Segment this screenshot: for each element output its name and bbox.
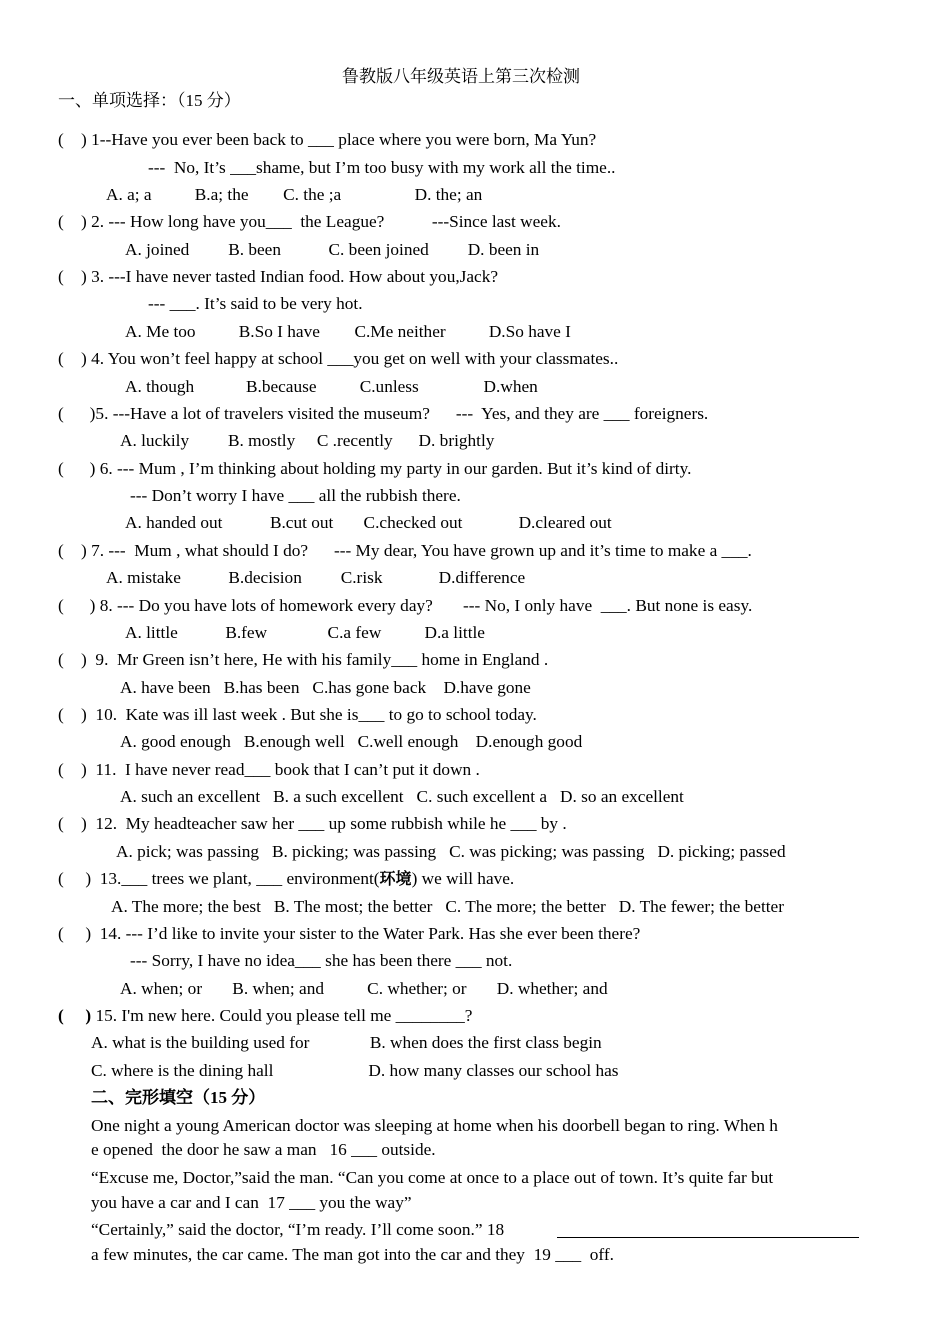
- cloze-line-3: “Excuse me, Doctor,”said the man. “Can you come at once to a place out of town. It’s quite far but: [91, 1168, 774, 1187]
- cloze-line-6: a few minutes, the car came. The man got into the car and they 19 ___ off.: [91, 1245, 614, 1264]
- answer-blank-line: [557, 1237, 859, 1238]
- cloze-line-5: “Certainly,” said the doctor, “I’m ready. I’ll come soon.” 18: [91, 1220, 505, 1239]
- question-11: ( ) 11. I have never read___ book that I can’t put it down .: [58, 760, 480, 779]
- question-8-options: A. little B.few C.a few D.a little: [125, 623, 485, 642]
- question-2-options: A. joined B. been C. been joined D. been in: [125, 240, 540, 259]
- section-1-heading: 一、单项选择：（15 分）: [58, 91, 241, 110]
- question-12: ( ) 12. My headteacher saw her ___ up some rubbish while he ___ by .: [58, 814, 567, 833]
- question-14-options: A. when; or B. when; and C. whether; or D. whether; and: [120, 979, 608, 998]
- question-13-chinese: 环境: [379, 869, 412, 888]
- question-1-options: A. a; a B.a; the C. the ;a D. the; an: [106, 185, 483, 204]
- question-3-options: A. Me too B.So I have C.Me neither D.So have I: [125, 322, 571, 341]
- question-13-text-end: ) we will have.: [411, 869, 515, 888]
- question-15-text: 15. I'm new here. Could you please tell me ________?: [91, 1006, 473, 1025]
- question-15-options-cd: C. where is the dining hall D. how many classes our school has: [91, 1061, 619, 1080]
- question-13: [58, 868, 514, 890]
- question-14: ( ) 14. --- I’d like to invite your sister to the Water Park. Has she ever been there?: [58, 924, 641, 943]
- question-1: ( ) 1--Have you ever been back to ___ place where you were born, Ma Yun?: [58, 130, 597, 149]
- question-12-options: A. pick; was passing B. picking; was passing C. was picking; was passing D. picking; passed: [116, 842, 786, 861]
- question-15-bracket: ( ): [58, 1006, 92, 1025]
- section-2-heading: 二、完形填空（15 分）: [91, 1088, 266, 1107]
- question-4: ( ) 4. You won’t feel happy at school ___you get on well with your classmates..: [58, 349, 619, 368]
- question-10: ( ) 10. Kate was ill last week . But she is___ to go to school today.: [58, 705, 537, 724]
- page-title: 鲁教版八年级英语上第三次检测: [342, 67, 580, 86]
- question-5-options: A. luckily B. mostly C .recently D. brightly: [120, 431, 495, 450]
- question-13-options: A. The more; the best B. The most; the better C. The more; the better D. The fewer; the better: [111, 897, 784, 916]
- question-11-options: A. such an excellent B. a such excellent C. such excellent a D. so an excellent: [120, 787, 684, 806]
- question-9: ( ) 9. Mr Green isn’t here, He with his family___ home in England .: [58, 650, 549, 669]
- question-3-response: --- ___. It’s said to be very hot.: [148, 294, 363, 313]
- question-8: ( ) 8. --- Do you have lots of homework every day? --- No, I only have ___. But none is easy.: [58, 596, 753, 615]
- cloze-line-2: e opened the door he saw a man 16 ___ outside.: [91, 1140, 436, 1159]
- question-6-response: --- Don’t worry I have ___ all the rubbish there.: [130, 486, 461, 505]
- question-6: ( ) 6. --- Mum , I’m thinking about holding my party in our garden. But it’s kind of dirty.: [58, 459, 692, 478]
- question-14-response: --- Sorry, I have no idea___ she has been there ___ not.: [130, 951, 513, 970]
- cloze-line-4: you have a car and I can 17 ___ you the way”: [91, 1193, 412, 1212]
- question-10-options: A. good enough B.enough well C.well enough D.enough good: [120, 732, 583, 751]
- question-15: [58, 1005, 472, 1027]
- question-13-text: ( ) 13.___ trees we plant, ___ environment(: [58, 869, 380, 888]
- question-15-options-ab: A. what is the building used for B. when does the first class begin: [91, 1033, 602, 1052]
- question-7: ( ) 7. --- Mum , what should I do? --- My dear, You have grown up and it’s time to make a ___.: [58, 541, 752, 560]
- question-1-response: --- No, It’s ___shame, but I’m too busy with my work all the time..: [148, 158, 616, 177]
- question-4-options: A. though B.because C.unless D.when: [125, 377, 538, 396]
- question-5: ( )5. ---Have a lot of travelers visited the museum? --- Yes, and they are ___ foreigners.: [58, 404, 709, 423]
- question-9-options: A. have been B.has been C.has gone back D.have gone: [120, 678, 531, 697]
- question-3: ( ) 3. ---I have never tasted Indian food. How about you,Jack?: [58, 267, 499, 286]
- question-2: ( ) 2. --- How long have you___ the League? ---Since last week.: [58, 212, 561, 231]
- question-7-options: A. mistake B.decision C.risk D.difference: [106, 568, 526, 587]
- cloze-line-1: One night a young American doctor was sleeping at home when his doorbell began to ring. When h: [91, 1116, 778, 1135]
- question-6-options: A. handed out B.cut out C.checked out D.cleared out: [125, 513, 612, 532]
